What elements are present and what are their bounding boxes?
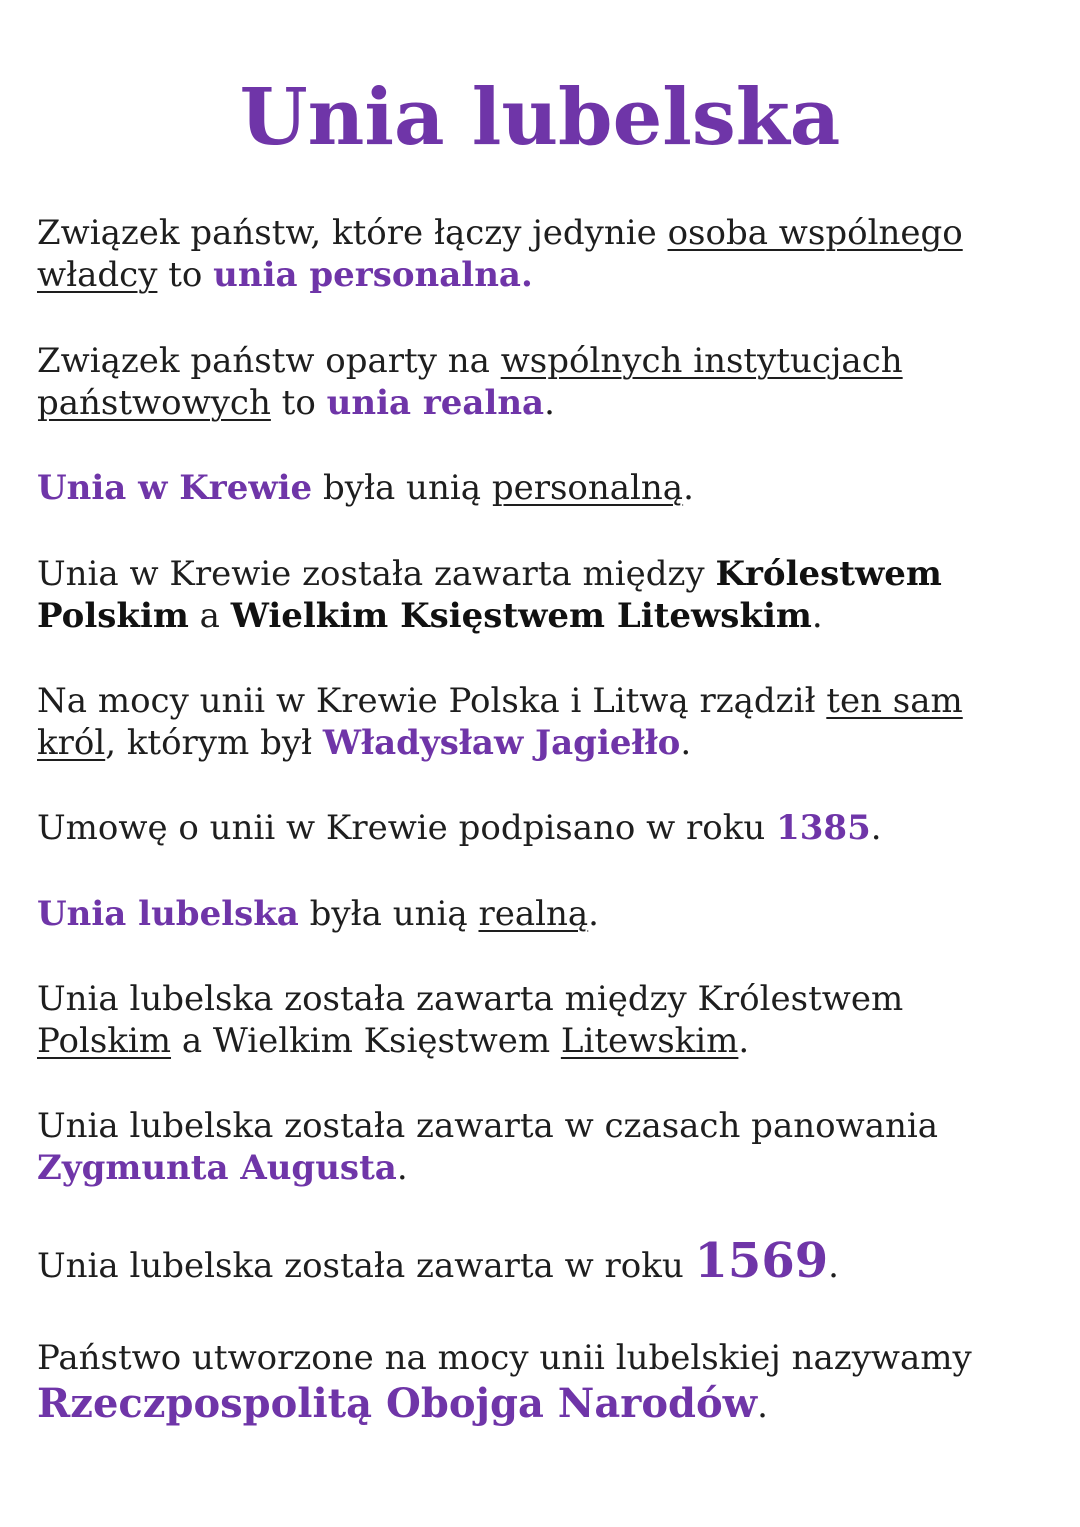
highlight-term: Rzeczpospolitą Obojga Narodów	[37, 1380, 758, 1427]
highlight-term: unia personalna.	[213, 255, 533, 295]
bold-text: Królestwem	[715, 554, 942, 594]
paragraph-lublin-year: Unia lubelska została zawarta w roku 1569.	[37, 1233, 839, 1289]
highlight-year: 1385	[776, 808, 871, 848]
underlined-text: osoba wspólnego	[667, 213, 963, 253]
highlight-term: unia realna	[326, 383, 545, 423]
paragraph-krewo-year: Umowę o unii w Krewie podpisano w roku 1385.	[37, 808, 882, 848]
paragraph-lublin-state: Państwo utworzone na mocy unii lubelskiej nazywamy Rzeczpospolitą Obojga Narodów.	[37, 1338, 972, 1427]
bold-text: Wielkim Księstwem Litewskim	[230, 596, 812, 636]
underlined-text: państwowych	[37, 383, 271, 423]
highlight-year: 1569	[694, 1233, 829, 1289]
bold-text: Polskim	[37, 596, 189, 636]
highlight-term: Zygmunta Augusta	[37, 1148, 397, 1188]
underlined-text: wspólnych instytucjach	[500, 341, 903, 381]
paragraph-unia-realna-definition: Związek państw oparty na wspólnych instytucjach państwowych to unia realna.	[37, 341, 903, 423]
paragraph-lublin-reign: Unia lubelska została zawarta w czasach panowania Zygmunta Augusta.	[37, 1106, 938, 1188]
paragraph-unia-personalna-definition: Związek państw, które łączy jedynie osoba wspólnego władcy to unia personalna.	[37, 213, 963, 295]
paragraph-lublin-parties: Unia lubelska została zawarta między Królestwem Polskim a Wielkim Księstwem Litewskim.	[37, 979, 904, 1061]
highlight-term: Unia w Krewie	[37, 468, 313, 508]
underlined-text: Litewskim	[560, 1021, 739, 1061]
underlined-text: personalną	[491, 468, 684, 508]
underlined-text: król	[37, 723, 106, 763]
underlined-text: Polskim	[37, 1021, 172, 1061]
paragraph-krewo-king: Na mocy unii w Krewie Polska i Litwą rządził ten sam król, którym był Władysław Jagiełło.	[37, 681, 963, 763]
underlined-text: władcy	[37, 255, 158, 295]
underlined-text: realną	[478, 894, 589, 934]
paragraph-krewo-type: Unia w Krewie była unią personalną.	[37, 468, 694, 508]
paragraph-lublin-type: Unia lubelska była unią realną.	[37, 894, 599, 934]
page-title: Unia lubelska	[239, 72, 841, 163]
highlight-term: Unia lubelska	[37, 894, 299, 934]
paragraph-krewo-parties: Unia w Krewie została zawarta między Królestwem Polskim a Wielkim Księstwem Litewskim.	[37, 554, 942, 636]
underlined-text: ten sam	[826, 681, 963, 721]
highlight-term: Władysław Jagiełło	[322, 723, 681, 763]
